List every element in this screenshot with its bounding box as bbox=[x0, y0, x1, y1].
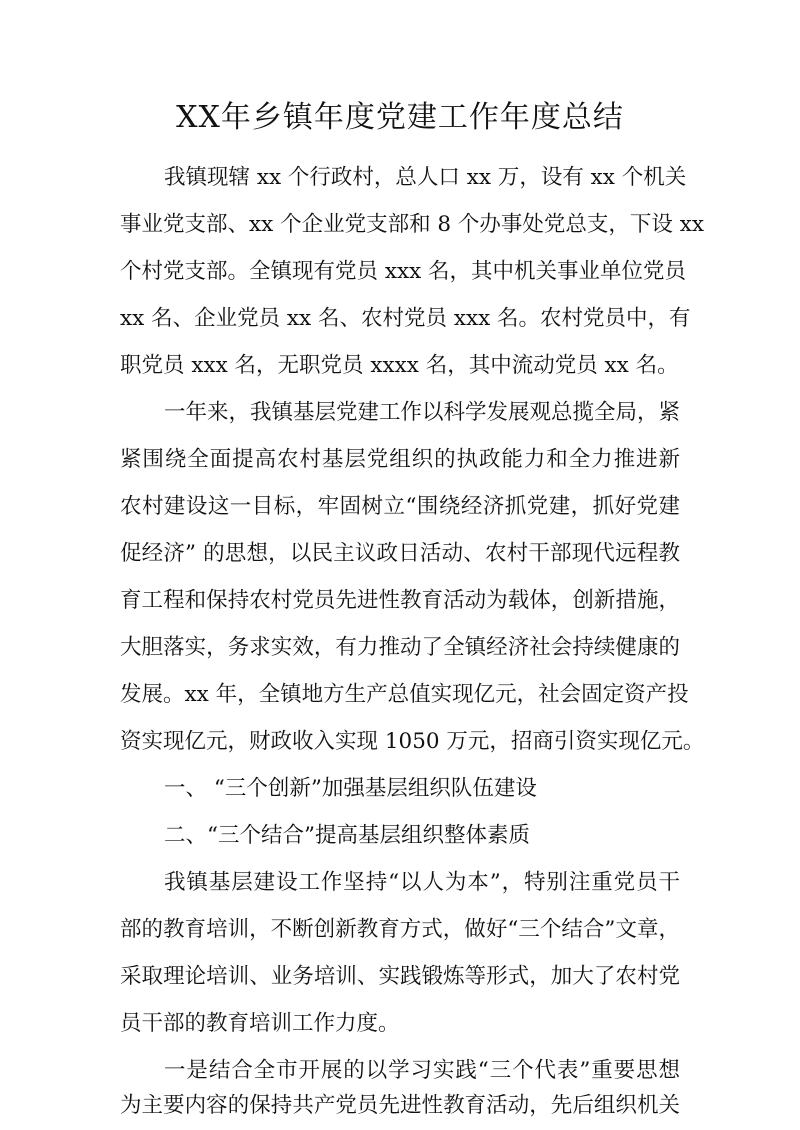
paragraph-line: 资实现亿元，财政收入实现 1050 万元，招商引资实现亿元。 bbox=[120, 729, 705, 754]
paragraph-line: 员干部的教育培训工作力度。 bbox=[120, 1011, 400, 1036]
paragraph-line: 个村党支部。全镇现有党员 xxx 名，其中机关事业单位党员 bbox=[120, 259, 687, 284]
paragraph-line: 紧围绕全面提高农村基层党组织的执政能力和全力推进新 bbox=[120, 447, 680, 472]
paragraph-line: 促经济” 的思想，以民主议政日活动、农村干部现代远程教 bbox=[120, 541, 680, 566]
paragraph-line: 我镇基层建设工作坚持“以人为本”，特别注重党员干 bbox=[164, 870, 680, 895]
paragraph-line: 部的教育培训，不断创新教育方式，做好“三个结合”文章， bbox=[120, 917, 680, 942]
paragraph-line: 大胆落实，务求实效，有力推动了全镇经济社会持续健康的 bbox=[120, 635, 680, 660]
paragraph-line: 发展。xx 年，全镇地方生产总值实现亿元，社会固定资产投 bbox=[120, 682, 689, 707]
paragraph-line: 农村建设这一目标，牢固树立“围绕经济抓党建，抓好党建 bbox=[120, 494, 680, 519]
section-heading: 二、“三个结合”提高基层组织整体素质 bbox=[164, 823, 530, 848]
paragraph-line: 一年来，我镇基层党建工作以科学发展观总揽全局，紧 bbox=[164, 400, 681, 425]
section-heading: 一、 “三个创新”加强基层组织队伍建设 bbox=[164, 776, 537, 801]
paragraph-line: 育工程和保持农村党员先进性教育活动为载体，创新措施， bbox=[120, 588, 680, 613]
paragraph-line: xx 名、企业党员 xx 名、农村党员 xxx 名。农村党员中，有 bbox=[120, 306, 691, 331]
paragraph-line: 采取理论培训、业务培训、实践锻炼等形式，加大了农村党 bbox=[120, 964, 680, 989]
paragraph-line: 为主要内容的保持共产党员先进性教育活动，先后组织机关 bbox=[120, 1093, 680, 1118]
paragraph-line: 职党员 xxx 名，无职党员 xxxx 名，其中流动党员 xx 名。 bbox=[120, 353, 679, 378]
paragraph-line: 我镇现辖 xx 个行政村，总人口 xx 万，设有 xx 个机关 bbox=[164, 165, 687, 190]
document-title: XX年乡镇年度党建工作年度总结 bbox=[176, 100, 624, 135]
paragraph-line: 一是结合全市开展的以学习实践“三个代表”重要思想 bbox=[164, 1058, 680, 1083]
paragraph-line: 事业党支部、xx 个企业党支部和 8 个办事处党总支，下设 xx bbox=[120, 212, 705, 237]
